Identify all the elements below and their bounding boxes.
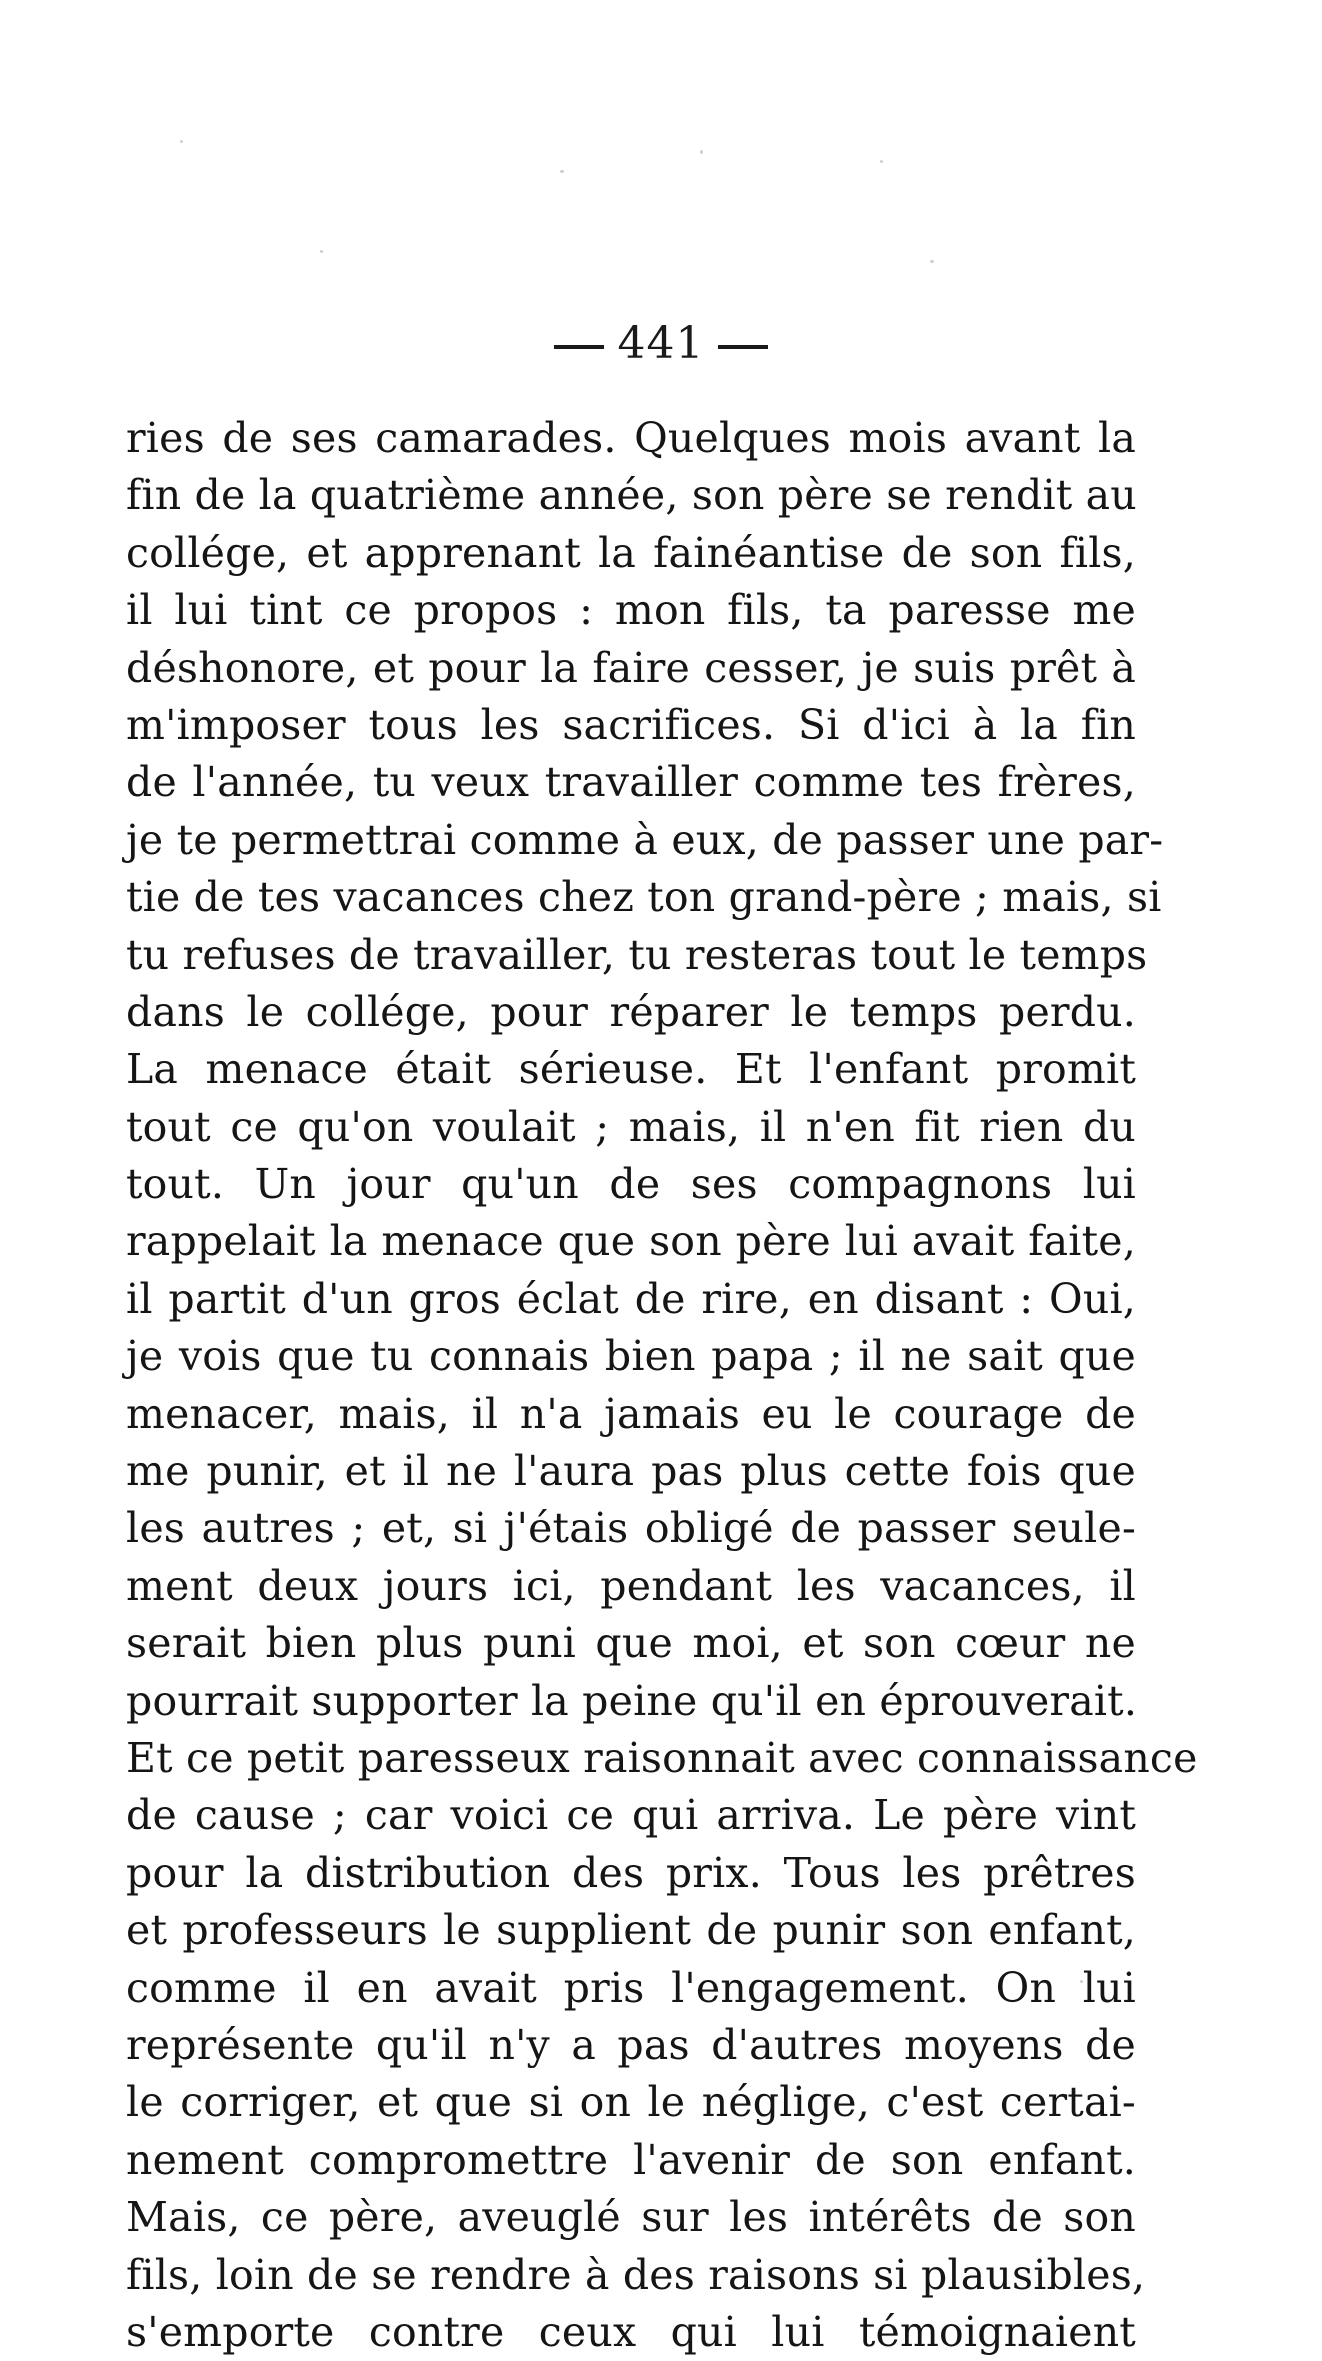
text-line: je vois que tu connais bien papa ; il ne sait que bbox=[126, 1332, 1136, 1381]
text-line: pour la distribution des prix. Tous les prêtres bbox=[126, 1848, 1136, 1897]
scan-speckle bbox=[700, 150, 703, 154]
text-line: le corriger, et que si on le néglige, c'est certai- bbox=[126, 2078, 1136, 2127]
text-line: de cause ; car voici ce qui arriva. Le père vint bbox=[126, 1791, 1136, 1840]
text-line: s'emporte contre ceux qui lui témoignaient bbox=[126, 2307, 1136, 2356]
text-line: tu refuses de travailler, tu resteras tout le temps bbox=[126, 930, 1148, 979]
text-line: ment deux jours ici, pendant les vacances, il bbox=[126, 1561, 1136, 1610]
text-line: collége, et apprenant la fainéantise de son fils, bbox=[126, 528, 1136, 577]
text-line: je te permettrai comme à eux, de passer une par- bbox=[126, 815, 1164, 864]
scan-speckle bbox=[880, 160, 883, 163]
header-dash-left bbox=[554, 345, 604, 349]
text-line: tie de tes vacances chez ton grand-père ; mais, si bbox=[126, 873, 1162, 922]
text-line: de l'année, tu veux travailler comme tes frères, bbox=[126, 758, 1136, 807]
text-line: menacer, mais, il n'a jamais eu le courage de bbox=[126, 1389, 1136, 1438]
scan-speckle bbox=[560, 170, 564, 173]
text-line: nement compromettre l'avenir de son enfant. bbox=[126, 2135, 1136, 2184]
page-header bbox=[0, 318, 1322, 369]
text-line: comme il en avait pris l'engagement. On lui bbox=[126, 1963, 1136, 2012]
text-line: m'imposer tous les sacrifices. Si d'ici à la fin bbox=[126, 700, 1136, 749]
text-line: La menace était sérieuse. Et l'enfant promit bbox=[126, 1045, 1136, 1094]
page-number: 441 bbox=[617, 318, 705, 369]
header-dash-right bbox=[718, 345, 768, 349]
text-line: pourrait supporter la peine qu'il en éprouverait. bbox=[126, 1676, 1138, 1725]
text-line: déshonore, et pour la faire cesser, je suis prêt à bbox=[126, 643, 1136, 692]
text-line: et professeurs le supplient de punir son enfant, bbox=[126, 1906, 1136, 1955]
scan-speckle bbox=[930, 260, 934, 263]
text-line: ries de ses camarades. Quelques mois avant la bbox=[126, 414, 1136, 462]
text-line: représente qu'il n'y a pas d'autres moyens de bbox=[126, 2020, 1136, 2069]
text-line: dans le collége, pour réparer le temps perdu. bbox=[126, 987, 1136, 1036]
text-line: tout. Un jour qu'un de ses compagnons lui bbox=[126, 1160, 1136, 1209]
text-line: Et ce petit paresseux raisonnait avec connaissance bbox=[126, 1733, 1198, 1782]
text-line: serait bien plus puni que moi, et son cœur ne bbox=[126, 1619, 1136, 1668]
text-line: fin de la quatrième année, son père se rendit au bbox=[126, 471, 1137, 520]
body-text bbox=[126, 410, 1198, 2361]
text-line: il partit d'un gros éclat de rire, en disant : Oui, bbox=[126, 1274, 1136, 1323]
scan-speckle bbox=[180, 140, 183, 143]
text-line: il lui tint ce propos : mon fils, ta paresse me bbox=[126, 586, 1136, 635]
text-line: les autres ; et, si j'étais obligé de passer seule- bbox=[126, 1504, 1136, 1553]
text-line: rappelait la menace que son père lui avait faite, bbox=[126, 1217, 1136, 1266]
text-line: fils, loin de se rendre à des raisons si plausibles, bbox=[126, 2250, 1146, 2299]
text-line: tout ce qu'on voulait ; mais, il n'en fit rien du bbox=[126, 1102, 1136, 1151]
text-line: Mais, ce père, aveuglé sur les intérêts de son bbox=[126, 2193, 1136, 2242]
scan-speckle bbox=[320, 250, 323, 253]
text-line: me punir, et il ne l'aura pas plus cette fois que bbox=[126, 1447, 1136, 1496]
